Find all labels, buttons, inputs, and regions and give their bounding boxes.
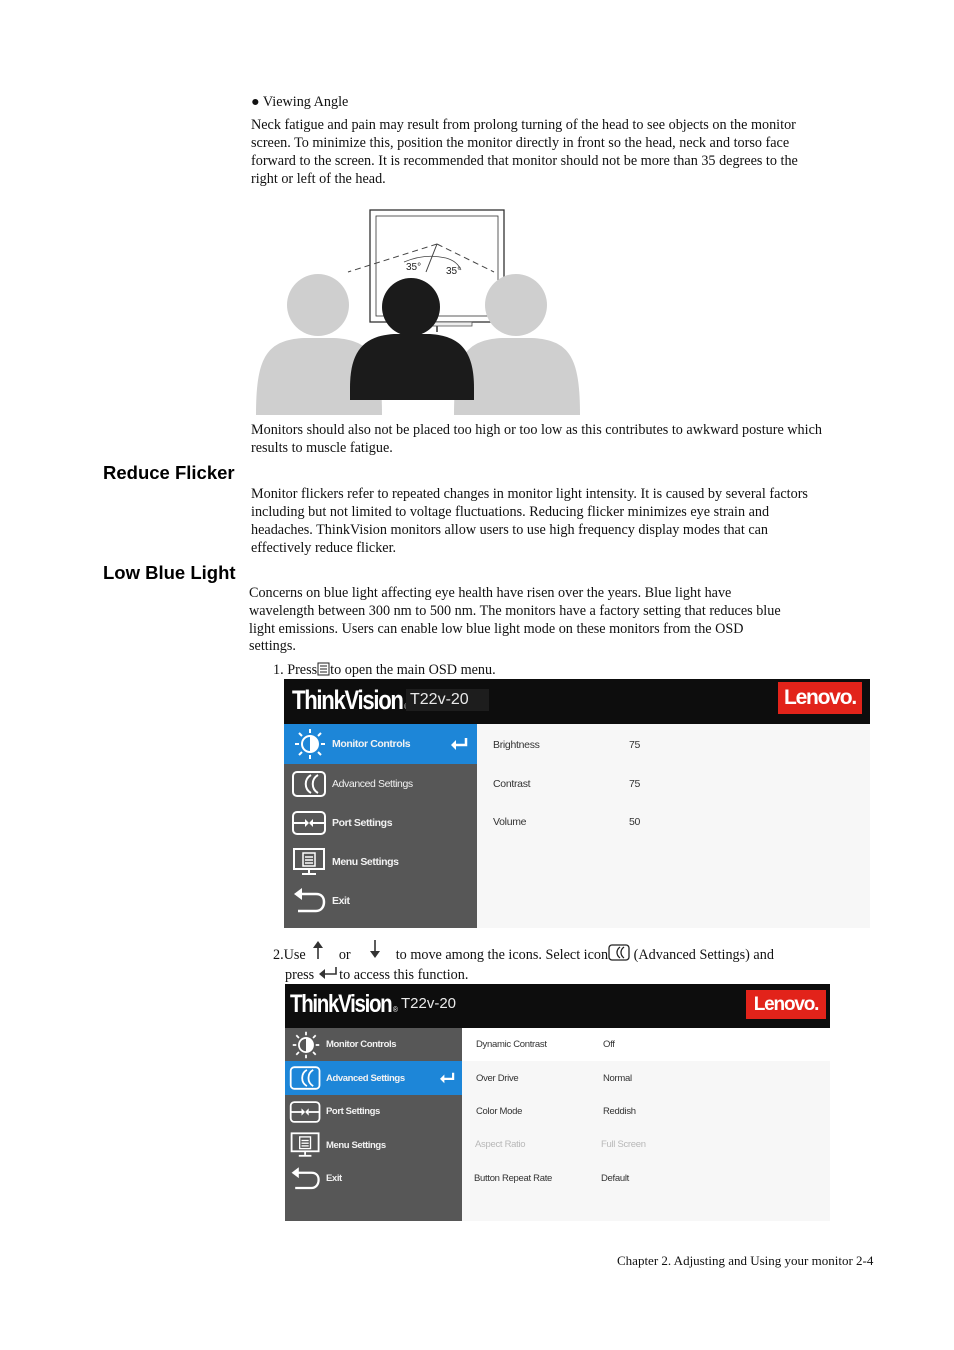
right-person-head <box>485 274 547 336</box>
step-2 <box>273 946 774 964</box>
menu-settings-icon <box>288 1131 324 1159</box>
menu-icon <box>317 662 330 676</box>
viewing-angle-after <box>251 421 911 457</box>
low-blue-light-heading: Low Blue Light <box>103 562 236 583</box>
down-arrow-icon <box>368 939 382 959</box>
sidebar-item-label: Menu Settings <box>326 1139 386 1151</box>
sidebar-item-menu-settings[interactable] <box>284 842 477 881</box>
bullet: ● <box>251 94 260 110</box>
model-name: T22v-20 <box>406 689 489 711</box>
sidebar-item-port-settings[interactable] <box>285 1095 462 1128</box>
thinkvision-logo <box>290 990 398 1019</box>
row-label: Dynamic Contrast <box>476 1039 547 1050</box>
advanced-settings-icon <box>608 944 630 962</box>
row-label: Aspect Ratio <box>475 1139 526 1150</box>
step-text: press <box>285 967 315 983</box>
sidebar-item-monitor-controls[interactable] <box>284 724 477 764</box>
sidebar-item-label: Exit <box>332 894 350 907</box>
row-value: 75 <box>629 778 641 790</box>
osd-row-color-mode[interactable] <box>462 1095 830 1128</box>
row-label: Color Mode <box>476 1106 523 1117</box>
step-number: 2. <box>273 947 284 963</box>
osd-screenshot-advanced-settings <box>285 984 830 1221</box>
advanced-settings-icon <box>290 769 330 799</box>
step-text: or <box>338 947 351 963</box>
step-text: (Advanced Settings) and <box>633 947 774 963</box>
exit-icon <box>288 1165 324 1193</box>
enter-icon <box>317 965 339 981</box>
lenovo-logo: Lenovo. <box>746 990 826 1019</box>
paragraph-line: right or left of the head. <box>251 171 386 187</box>
step-text: Use <box>283 947 306 963</box>
paragraph-line: results to muscle fatigue. <box>251 440 393 456</box>
sidebar-item-label: Menu Settings <box>332 855 399 868</box>
osd-header <box>284 679 870 724</box>
osd-row-brightness[interactable] <box>477 739 870 759</box>
port-settings-icon <box>288 1098 324 1126</box>
page-footer: Chapter 2. Adjusting and Using your monitor 2-4 <box>617 1253 874 1268</box>
viewing-angle-paragraph <box>251 116 911 188</box>
lenovo-logo: Lenovo. <box>778 682 862 714</box>
reduce-flicker-heading: Reduce Flicker <box>103 462 235 483</box>
brand-text: ThinkVision <box>292 685 403 715</box>
row-value: 50 <box>629 816 641 828</box>
row-value: Full Screen <box>601 1139 646 1150</box>
angle-label-right: 35° <box>446 266 462 277</box>
sidebar-item-port-settings[interactable] <box>284 803 477 842</box>
row-value: Default <box>601 1173 630 1184</box>
port-settings-icon <box>290 808 330 838</box>
brand-text: ThinkVision <box>290 990 392 1018</box>
sidebar-item-advanced-settings[interactable] <box>284 764 477 803</box>
sidebar-item-label: Monitor Controls <box>332 738 411 750</box>
osd-row-dynamic-contrast[interactable] <box>462 1028 830 1061</box>
paragraph-line: settings. <box>249 638 296 654</box>
angle-label-left: 35° <box>406 262 422 273</box>
paragraph-line: Concerns on blue light affecting eye health have risen over the years. Blue light have <box>249 585 732 601</box>
center-person-body <box>350 334 474 400</box>
paragraph-line: headaches. ThinkVision monitors allow users to use high frequency display modes that can <box>251 522 769 538</box>
row-value: Reddish <box>603 1106 636 1117</box>
left-person-head <box>287 274 349 336</box>
osd-row-contrast[interactable] <box>477 778 870 798</box>
sidebar-item-label: Port Settings <box>326 1106 380 1117</box>
paragraph-line: Neck fatigue and pain may result from prolong turning of the head to see objects on the monitor <box>251 117 796 133</box>
osd-row-over-drive[interactable] <box>462 1061 830 1095</box>
osd-content <box>462 1028 830 1221</box>
row-value: Normal <box>603 1073 632 1084</box>
osd-row-button-repeat-rate[interactable] <box>462 1162 830 1195</box>
sidebar-item-label: Port Settings <box>332 816 393 829</box>
brightness-icon <box>288 1030 324 1060</box>
paragraph-line: effectively reduce flicker. <box>251 540 397 556</box>
registered-mark: ® <box>393 1005 398 1014</box>
viewing-angle-title <box>251 93 348 111</box>
sidebar-item-label: Monitor Controls <box>326 1039 397 1050</box>
row-value: 75 <box>629 739 641 751</box>
sidebar-item-label: Advanced Settings <box>332 777 413 790</box>
sidebar-item-exit[interactable] <box>285 1162 462 1195</box>
enter-icon <box>449 736 469 752</box>
osd-sidebar <box>284 724 477 928</box>
paragraph-line: wavelength between 300 nm to 500 nm. The monitors have a factory setting that reduces blue <box>249 603 781 619</box>
step-1 <box>273 661 496 679</box>
row-value: Off <box>603 1039 615 1050</box>
advanced-settings-icon <box>288 1064 324 1092</box>
osd-header <box>285 984 830 1028</box>
sidebar-item-label: Advanced Settings <box>326 1072 405 1084</box>
reduce-flicker-paragraph <box>251 485 911 557</box>
model-name: T22v-20 <box>401 995 457 1012</box>
sidebar-item-advanced-settings[interactable] <box>285 1061 462 1095</box>
row-label: Over Drive <box>476 1073 519 1084</box>
paragraph-line: screen. To minimize this, position the monitor directly in front so the head, neck and torso face <box>251 135 790 151</box>
paragraph-line: including but not limited to voltage fluctuations. Reducing flicker minimizes eye strain and <box>251 504 770 520</box>
sidebar-item-label: Exit <box>326 1173 342 1184</box>
paragraph-line: light emissions. Users can enable low blue light mode on these monitors from the OSD <box>249 621 744 637</box>
paragraph-line: forward to the screen. It is recommended that monitor should not be more than 35 degrees to the <box>251 153 798 169</box>
brightness-icon <box>290 727 330 761</box>
osd-row-aspect-ratio <box>462 1128 830 1162</box>
step-2-line-2 <box>285 966 468 984</box>
exit-icon <box>290 886 330 916</box>
center-person-head <box>382 278 440 336</box>
step-text: to access this function. <box>339 967 469 983</box>
low-blue-light-paragraph <box>249 584 889 655</box>
thinkvision-logo <box>292 685 409 716</box>
paragraph-line: Monitors should also not be placed too high or too low as this contributes to awkward posture which <box>251 422 822 438</box>
viewing-angle-figure <box>254 208 582 418</box>
row-label: Brightness <box>493 739 540 751</box>
menu-settings-icon <box>290 847 330 877</box>
osd-screenshot-main-menu <box>284 679 870 928</box>
enter-icon <box>438 1071 456 1085</box>
osd-content <box>477 724 870 928</box>
step-text: to move among the icons. Select icon <box>395 947 609 963</box>
osd-row-volume[interactable] <box>477 816 870 836</box>
sidebar-item-menu-settings[interactable] <box>285 1128 462 1162</box>
up-arrow-icon <box>311 940 325 960</box>
paragraph-line: Monitor flickers refer to repeated changes in monitor light intensity. It is caused by several factors <box>251 486 808 502</box>
row-label: Button Repeat Rate <box>474 1173 553 1184</box>
osd-sidebar <box>285 1028 462 1221</box>
sidebar-item-monitor-controls[interactable] <box>285 1028 462 1061</box>
step-text: to open the main OSD menu. <box>330 662 496 678</box>
row-label: Volume <box>493 816 527 828</box>
sidebar-item-exit[interactable] <box>284 881 477 920</box>
row-label: Contrast <box>493 778 531 790</box>
step-text: Press <box>287 662 318 678</box>
step-number: 1. <box>273 662 284 678</box>
viewing-angle-title-text: Viewing Angle <box>262 94 349 110</box>
